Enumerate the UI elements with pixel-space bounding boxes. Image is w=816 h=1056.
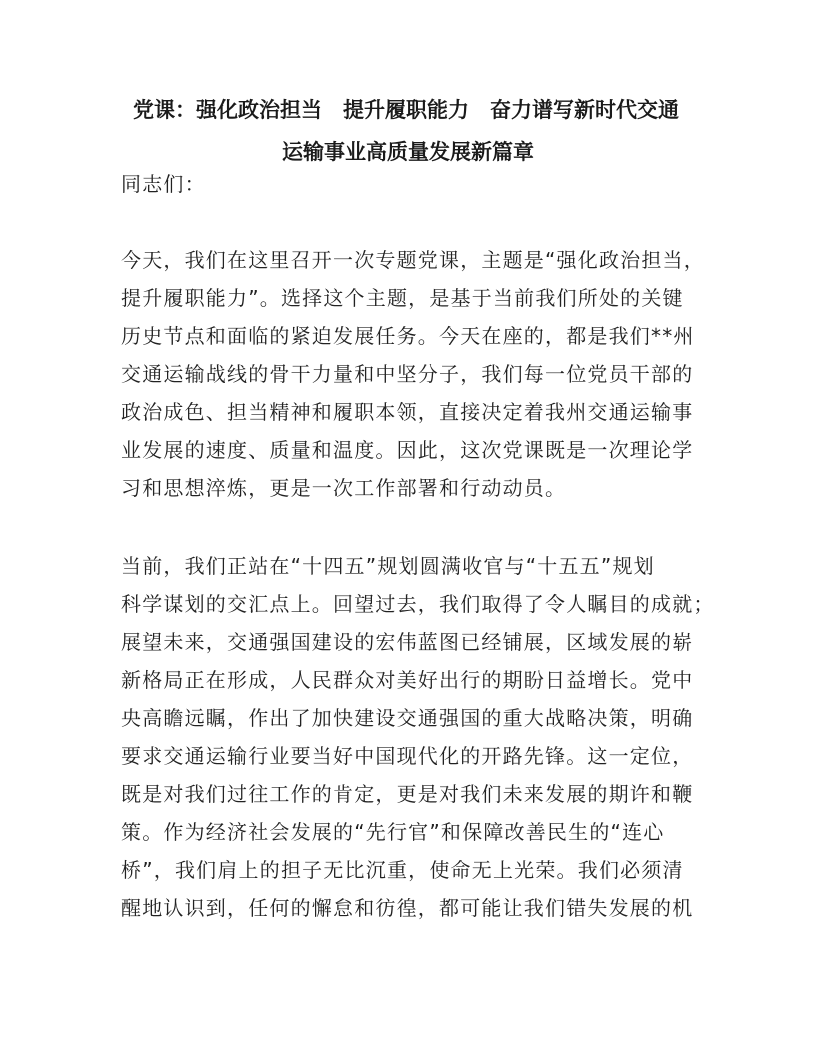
paragraph-1-line: 交通运输战线的骨干力量和中坚分子，我们每一位党员干部的 [121, 362, 694, 386]
paragraph-1-line: 提升履职能力”。选择这个主题，是基于当前我们所处的关键 [121, 286, 684, 310]
salutation: 同志们： [121, 172, 206, 196]
document-title-line-2: 运输事业高质量发展新篇章 [282, 140, 534, 164]
paragraph-1-line: 历史节点和面临的紧迫发展任务。今天在座的，都是我们**州 [121, 324, 695, 348]
paragraph-2-line: 展望未来，交通强国建设的宏伟蓝图已经铺展，区域发展的崭 [121, 630, 694, 654]
paragraph-2-line: 科学谋划的交汇点上。回望过去，我们取得了令人瞩目的成就； [121, 592, 715, 616]
paragraph-2-line: 桥”，我们肩上的担子无比沉重，使命无上光荣。我们必须清 [121, 858, 684, 882]
paragraph-2-line: 既是对我们过往工作的肯定，更是对我们未来发展的期许和鞭 [121, 782, 694, 806]
paragraph-2-line: 要求交通运输行业要当好中国现代化的开路先锋。这一定位， [121, 744, 694, 768]
document-title-line-1: 党课：强化政治担当 提升履职能力 奋力谱写新时代交通 [133, 98, 679, 122]
paragraph-2-line: 新格局正在形成，人民群众对美好出行的期盼日益增长。党中 [121, 668, 694, 692]
paragraph-2-line: 央高瞻远瞩，作出了加快建设交通强国的重大战略决策，明确 [121, 706, 694, 730]
paragraph-1-line: 政治成色、担当精神和履职本领，直接决定着我州交通运输事 [121, 400, 694, 424]
paragraph-1-line: 业发展的速度、质量和温度。因此，这次党课既是一次理论学 [121, 438, 694, 462]
paragraph-1-line: 今天，我们在这里召开一次专题党课，主题是“强化政治担当， [121, 248, 705, 272]
paragraph-2-line: 醒地认识到，任何的懈怠和彷徨，都可能让我们错失发展的机 [121, 896, 694, 920]
paragraph-1-line: 习和思想淬炼，更是一次工作部署和行动动员。 [121, 476, 567, 500]
paragraph-2-line: 策。作为经济社会发展的“先行官”和保障改善民生的“连心 [121, 820, 665, 844]
paragraph-2-line: 当前，我们正站在“十四五”规划圆满收官与“十五五”规划 [121, 554, 655, 578]
